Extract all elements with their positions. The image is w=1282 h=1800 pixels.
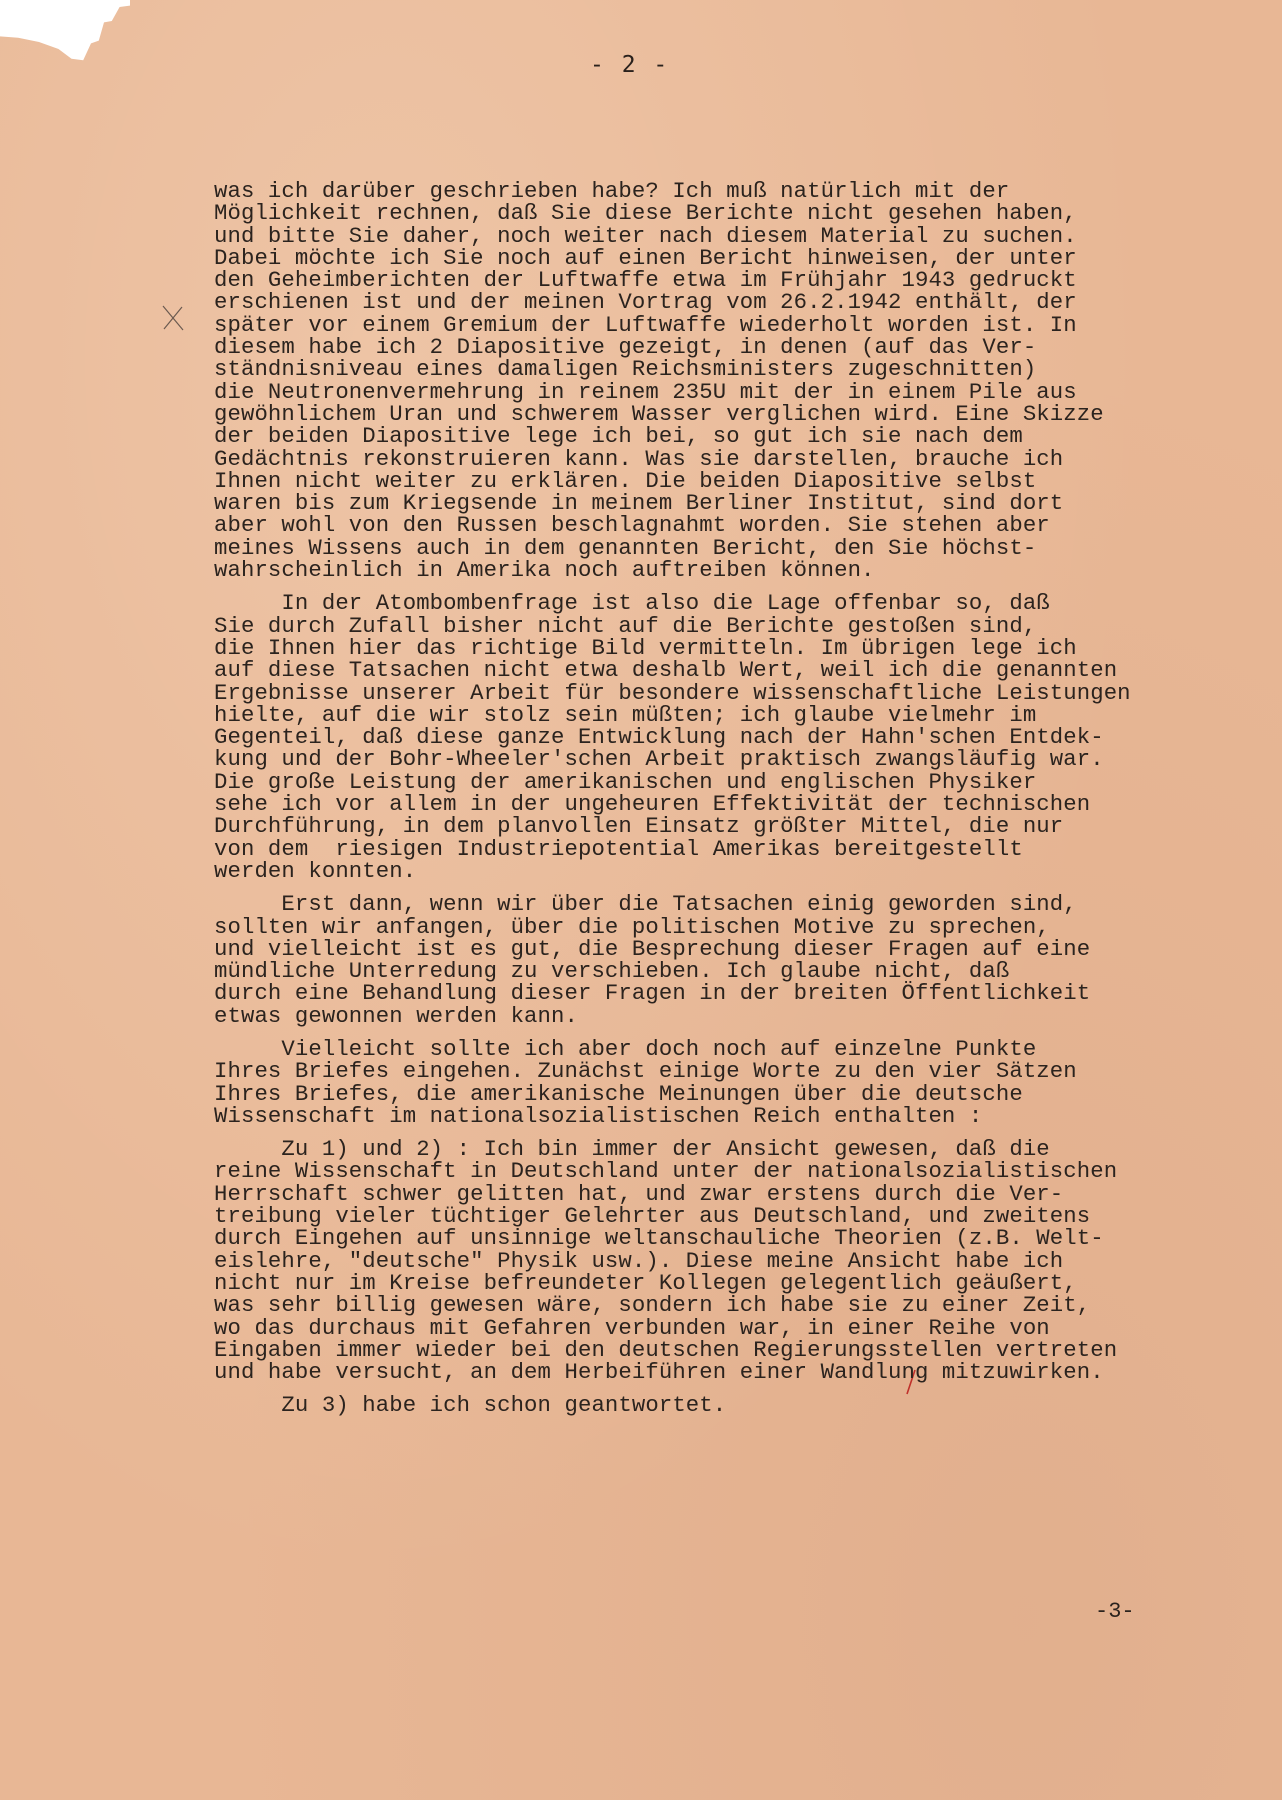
- text-line: wo das durchaus mit Gefahren verbunden war, in einer Reihe von: [214, 1314, 1050, 1341]
- text-line: Wissenschaft im nationalsozialistischen Reich enthalten :: [214, 1102, 983, 1129]
- text-line: eislehre, "deutsche" Physik usw.). Diese meine Ansicht habe ich: [214, 1247, 1064, 1274]
- text-line: Zu 1) und 2) : Ich bin immer der Ansicht gewesen, daß die: [214, 1136, 1050, 1163]
- text-line: der beiden Diapositive lege ich bei, so gut ich sie nach dem: [214, 423, 1023, 450]
- text-line: Ihres Briefes, die amerikanische Meinungen über die deutsche: [214, 1080, 1023, 1107]
- text-line: die Ihnen hier das richtige Bild vermitteln. Im übrigen lege ich: [214, 634, 1077, 661]
- paragraph: [214, 893, 1254, 1027]
- text-line: Zu 3) habe ich schon geantwortet.: [214, 1392, 727, 1419]
- paragraph: [214, 592, 1254, 882]
- text-line: erschienen ist und der meinen Vortrag vom 26.2.1942 enthält, der: [214, 289, 1077, 316]
- text-line: Vielleicht sollte ich aber doch noch auf einzelne Punkte: [214, 1035, 1037, 1062]
- text-line: Ergebnisse unserer Arbeit für besondere wissenschaftliche Leistungen: [214, 679, 1131, 706]
- text-line: mündliche Unterredung zu verschieben. Ich glaube nicht, daß: [214, 958, 1010, 985]
- text-line: waren bis zum Kriegsende in meinem Berliner Institut, sind dort: [214, 490, 1064, 517]
- next-page-marker: -3-: [1095, 1599, 1135, 1624]
- text-line: was ich darüber geschrieben habe? Ich muß natürlich mit der: [214, 178, 1010, 204]
- letter-body: [214, 180, 1254, 1417]
- text-line: Dabei möchte ich Sie noch auf einen Bericht hinweisen, der unter: [214, 244, 1077, 271]
- text-line: hielte, auf die wir stolz sein müßten; ich glaube vielmehr im: [214, 701, 1037, 728]
- text-line: reine Wissenschaft in Deutschland unter der nationalsozialistischen: [214, 1158, 1118, 1185]
- page-number: - 2 -: [590, 52, 670, 78]
- text-line: was sehr billig gewesen wäre, sondern ich habe sie zu einer Zeit,: [214, 1292, 1091, 1319]
- text-line: nicht nur im Kreise befreundeter Kollegen gelegentlich geäußert,: [214, 1269, 1077, 1296]
- paragraph: [214, 1035, 1254, 1129]
- text-line: kung und der Bohr-Wheeler'schen Arbeit praktisch zwangsläufig war.: [214, 746, 1104, 773]
- text-line: werden konnten.: [214, 857, 417, 884]
- text-line: gewöhnlichem Uran und schwerem Wasser verglichen wird. Eine Skizze: [214, 400, 1104, 427]
- text-line: In der Atombombenfrage ist also die Lage offenbar so, daß: [214, 590, 1050, 617]
- text-line: und vielleicht ist es gut, die Besprechung dieser Fragen auf eine: [214, 935, 1091, 962]
- text-line: Durchführung, in dem planvollen Einsatz größter Mittel, die nur: [214, 813, 1064, 840]
- text-line: die Neutronenvermehrung in reinem 235U mit der in einem Pile aus: [214, 378, 1077, 405]
- paragraph: [214, 178, 1254, 584]
- text-line: durch Eingehen auf unsinnige weltanschauliche Theorien (z.B. Welt-: [214, 1225, 1104, 1252]
- text-line: Sie durch Zufall bisher nicht auf die Berichte gestoßen sind,: [214, 612, 1037, 639]
- text-line: wahrscheinlich in Amerika noch auftreiben können.: [214, 557, 875, 584]
- text-line: Erst dann, wenn wir über die Tatsachen einig geworden sind,: [214, 891, 1077, 918]
- text-line: sollten wir anfangen, über die politischen Motive zu sprechen,: [214, 913, 1050, 940]
- paragraph: [214, 1136, 1254, 1386]
- text-line: Eingaben immer wieder bei den deutschen Regierungsstellen vertreten: [214, 1336, 1118, 1363]
- text-line: Ihres Briefes eingehen. Zunächst einige Worte zu den vier Sätzen: [214, 1058, 1077, 1085]
- paragraph: [214, 1392, 1254, 1419]
- text-line: und bitte Sie daher, noch weiter nach diesem Material zu suchen.: [214, 222, 1077, 249]
- text-line: Herrschaft schwer gelitten hat, und zwar erstens durch die Ver-: [214, 1180, 1064, 1207]
- text-line: Möglichkeit rechnen, daß Sie diese Berichte nicht gesehen haben,: [214, 200, 1077, 227]
- text-line: Ihnen nicht weiter zu erklären. Die beiden Diapositive selbst: [214, 467, 1037, 494]
- text-line: treibung vieler tüchtiger Gelehrter aus Deutschland, und zweitens: [214, 1203, 1091, 1230]
- text-line: den Geheimberichten der Luftwaffe etwa im Frühjahr 1943 gedruckt: [214, 267, 1077, 294]
- text-line: ständnisniveau eines damaligen Reichsministers zugeschnitten): [214, 356, 1037, 383]
- text-line: von dem riesigen Industriepotential Amerikas bereitgestellt: [214, 835, 1023, 862]
- torn-corner: [0, 0, 130, 70]
- text-line: etwas gewonnen werden kann.: [214, 1002, 578, 1029]
- text-line: aber wohl von den Russen beschlagnahmt worden. Sie stehen aber: [214, 512, 1050, 539]
- text-line: sehe ich vor allem in der ungeheuren Effektivität der technischen: [214, 791, 1091, 818]
- text-line: auf diese Tatsachen nicht etwa deshalb Wert, weil ich die genannten: [214, 657, 1118, 684]
- text-line: Gedächtnis rekonstruieren kann. Was sie darstellen, brauche ich: [214, 445, 1064, 472]
- text-line: Gegenteil, daß diese ganze Entwicklung nach der Hahn'schen Entdek-: [214, 724, 1104, 751]
- text-line: später vor einem Gremium der Luftwaffe wiederholt worden ist. In: [214, 311, 1077, 338]
- text-line: durch eine Behandlung dieser Fragen in der breiten Öffentlichkeit: [214, 980, 1091, 1007]
- text-line: meines Wissens auch in dem genannten Bericht, den Sie höchst-: [214, 534, 1037, 561]
- text-line: Die große Leistung der amerikanischen und englischen Physiker: [214, 768, 1037, 795]
- text-line: und habe versucht, an dem Herbeiführen einer Wandlung mitzuwirken.: [214, 1359, 1104, 1386]
- margin-x-mark-icon: [160, 303, 186, 333]
- text-line: diesem habe ich 2 Diapositive gezeigt, in denen (auf das Ver-: [214, 334, 1037, 361]
